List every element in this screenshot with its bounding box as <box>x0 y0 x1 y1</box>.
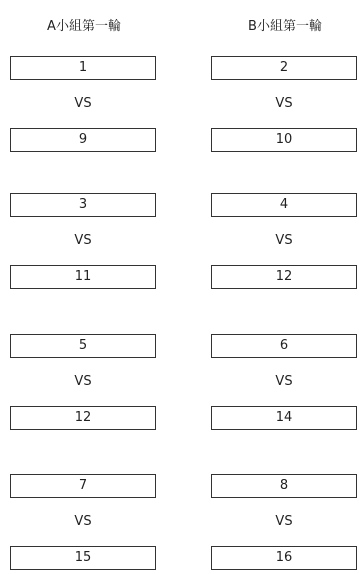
group-b-match-1 <box>211 56 359 152</box>
vs-label: VS <box>275 514 293 529</box>
team-box: 12 <box>211 265 357 289</box>
group-b-title: B小組第一輪 <box>248 19 322 34</box>
group-a-match-3 <box>10 334 158 430</box>
vs-label: VS <box>275 233 293 248</box>
vs-label: VS <box>74 514 92 529</box>
team-box: 12 <box>10 406 156 430</box>
team-box: 14 <box>211 406 357 430</box>
group-b-match-4 <box>211 474 359 570</box>
vs-label: VS <box>74 374 92 389</box>
vs-label: VS <box>275 374 293 389</box>
vs-label: VS <box>74 96 92 111</box>
team-box: 16 <box>211 546 357 570</box>
team-box: 11 <box>10 265 156 289</box>
vs-label: VS <box>74 233 92 248</box>
team-box: 10 <box>211 128 357 152</box>
team-box: 15 <box>10 546 156 570</box>
team-box: 9 <box>10 128 156 152</box>
group-b-match-2 <box>211 193 359 289</box>
team-box: 4 <box>211 193 357 217</box>
team-box: 6 <box>211 334 357 358</box>
team-box: 5 <box>10 334 156 358</box>
group-a-title: A小組第一輪 <box>47 19 121 34</box>
team-box: 7 <box>10 474 156 498</box>
team-box: 8 <box>211 474 357 498</box>
group-a-match-2 <box>10 193 158 289</box>
group-b-match-3 <box>211 334 359 430</box>
team-box: 2 <box>211 56 357 80</box>
group-a-match-4 <box>10 474 158 570</box>
group-a-match-1 <box>10 56 158 152</box>
vs-label: VS <box>275 96 293 111</box>
team-box: 1 <box>10 56 156 80</box>
team-box: 3 <box>10 193 156 217</box>
